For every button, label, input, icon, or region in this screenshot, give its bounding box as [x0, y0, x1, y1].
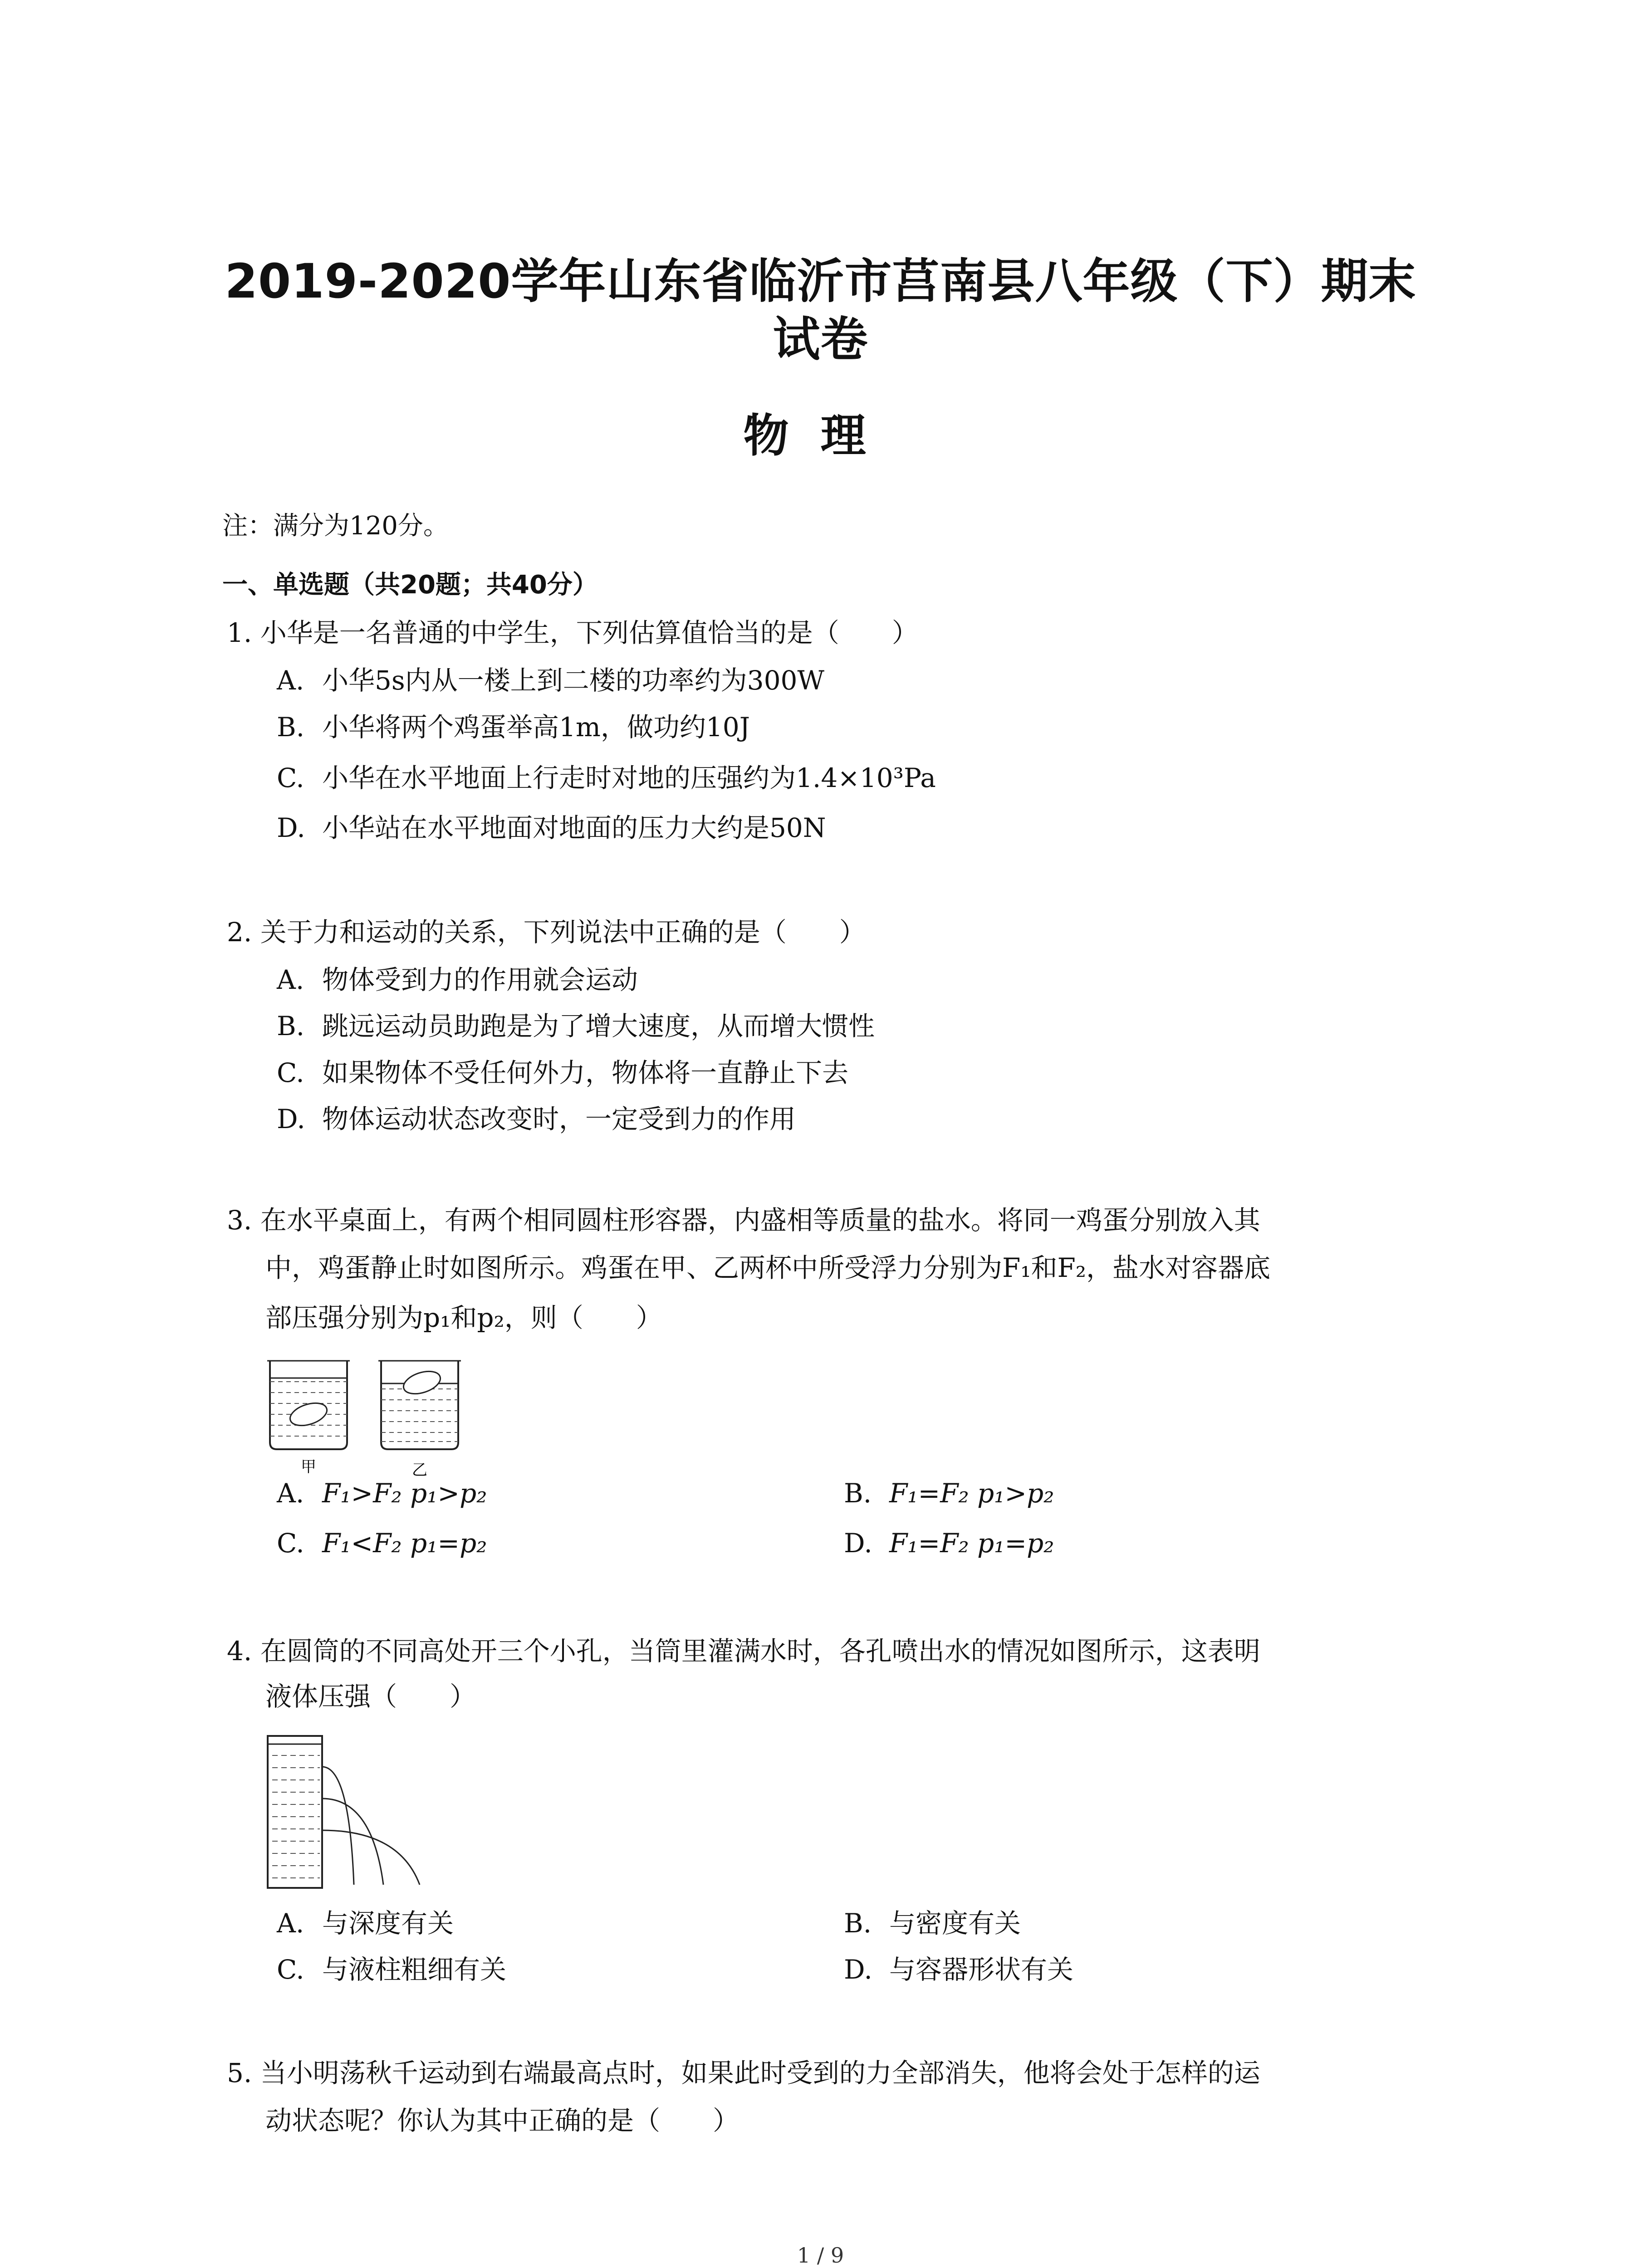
option-text: 物体运动状态改变时，一定受到力的作用 [322, 1104, 796, 1134]
score-note: 注：满分为120分。 [222, 511, 449, 541]
option-text: F₁=F₂ p₁>p₂ [889, 1478, 1054, 1509]
question-5-stem-line1: 5. 当小明荡秋千运动到右端最高点时，如果此时受到的力全部消失，他将会处于怎样的运 [227, 2058, 1260, 2088]
q4-option-a [277, 1901, 454, 1946]
option-text: F₁=F₂ p₁=p₂ [889, 1528, 1054, 1559]
q4-option-c [277, 1947, 506, 1992]
option-label: C. [277, 1528, 304, 1559]
question-5-stem-line2: 动状态呢？你认为其中正确的是（ ） [265, 2105, 740, 2136]
q1-option-a [277, 658, 824, 703]
q2-option-b [277, 1003, 875, 1049]
option-text: F₁<F₂ p₁=p₂ [322, 1528, 487, 1559]
q3-option-a [277, 1471, 487, 1516]
option-text: 与容器形状有关 [889, 1954, 1074, 1985]
option-label: A. [277, 1908, 304, 1939]
q3-option-c [277, 1520, 487, 1566]
option-label: D. [844, 1528, 872, 1559]
beakers-figure [265, 1356, 479, 1479]
option-text: 小华站在水平地面对地面的压力大约是50N [322, 812, 826, 843]
water-jet-bottom [322, 1830, 420, 1885]
q2-option-d [277, 1096, 796, 1142]
q3-option-d [844, 1520, 1054, 1566]
section-heading: 一、单选题（共20题；共40分） [222, 570, 598, 600]
option-text: 小华5s内从一楼上到二楼的功率约为300W [322, 665, 824, 696]
option-label: A. [277, 1478, 304, 1509]
option-text: F₁>F₂ p₁>p₂ [322, 1478, 487, 1509]
question-2-stem: 2. 关于力和运动的关系，下列说法中正确的是（ ） [227, 917, 866, 948]
option-label: A. [277, 964, 304, 995]
question-1-stem: 1. 小华是一名普通的中学生，下列估算值恰当的是（ ） [227, 617, 918, 648]
q1-option-d [277, 805, 826, 850]
option-text: 与密度有关 [889, 1908, 1021, 1939]
option-text: 与液柱粗细有关 [322, 1954, 507, 1985]
option-text: 物体受到力的作用就会运动 [322, 964, 638, 995]
question-3-stem-line1: 3. 在水平桌面上，有两个相同圆柱形容器，内盛相等质量的盐水。将同一鸡蛋分别放入其 [227, 1205, 1260, 1236]
q2-option-c [277, 1050, 848, 1095]
option-label: B. [844, 1478, 872, 1509]
water-jet-top [322, 1767, 354, 1885]
option-label: B. [277, 1011, 305, 1041]
option-text: 小华将两个鸡蛋举高1m，做功约10J [322, 712, 750, 743]
q4-option-d [844, 1947, 1073, 1992]
question-4-stem-line2: 液体压强（ ） [265, 1681, 476, 1712]
egg-icon [401, 1367, 443, 1398]
q1-option-c [277, 755, 936, 801]
option-text: 与深度有关 [322, 1908, 454, 1939]
option-text: 如果物体不受任何外力，物体将一直静止下去 [322, 1057, 849, 1088]
option-label: B. [277, 712, 305, 743]
page-number: 1 / 9 [797, 2243, 844, 2268]
question-3-stem-line3: 部压强分别为p₁和p₂，则（ ） [265, 1302, 662, 1333]
beaker-yi [378, 1361, 461, 1449]
option-label: C. [277, 1954, 304, 1985]
option-text: 小华在水平地面上行走时对地的压强约为1.4×10³Pa [322, 763, 936, 793]
option-text: 跳远运动员助跑是为了增大速度，从而增大惯性 [322, 1011, 875, 1041]
label-jia: 甲 [301, 1458, 316, 1476]
q2-option-a [277, 957, 638, 1002]
question-3-stem-line2: 中，鸡蛋静止时如图所示。鸡蛋在甲、乙两杯中所受浮力分别为F₁和F₂，盐水对容器底 [265, 1252, 1270, 1283]
question-4-stem-line1: 4. 在圆筒的不同高处开三个小孔，当筒里灌满水时，各孔喷出水的情况如图所示，这表明 [227, 1636, 1260, 1667]
exam-title-line1: 2019-2020学年山东省临沂市莒南县八年级（下）期末 [225, 254, 1416, 309]
option-label: C. [277, 763, 304, 793]
exam-title-line2: 试卷 [773, 312, 868, 367]
beaker-jia [267, 1361, 350, 1449]
cylinder-water-figure [263, 1730, 458, 1894]
q1-option-b [277, 704, 750, 750]
option-label: D. [277, 812, 305, 843]
option-label: D. [844, 1954, 872, 1985]
q3-option-b [844, 1471, 1054, 1516]
subject-title: 物理 [743, 409, 898, 462]
q4-option-b [844, 1901, 1021, 1946]
option-label: B. [844, 1908, 872, 1939]
option-label: D. [277, 1104, 305, 1134]
option-label: C. [277, 1057, 304, 1088]
option-label: A. [277, 665, 304, 696]
label-yi: 乙 [412, 1461, 427, 1479]
